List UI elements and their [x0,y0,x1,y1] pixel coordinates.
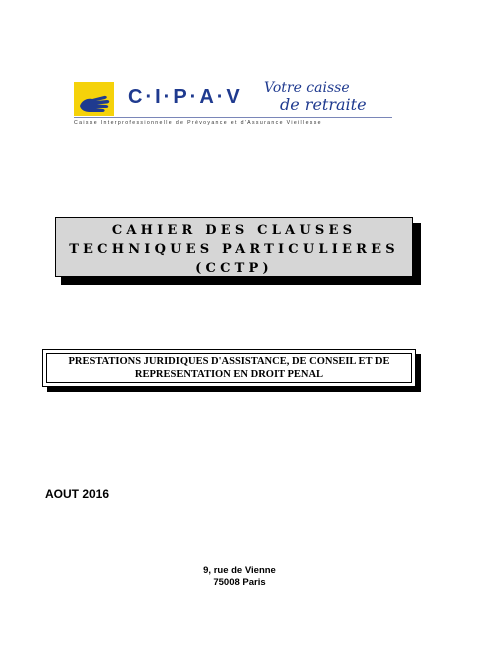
subject-box [42,349,416,387]
document-date: AOUT 2016 [45,487,110,501]
title-line-1: CAHIER DES CLAUSES [111,223,357,238]
address-block [0,565,479,589]
address-city: 75008 Paris [213,577,266,588]
logo-slogan [264,78,374,122]
subject-line-1: PRESTATIONS JURIDIQUES D'ASSISTANCE, DE CONSEIL ET DE [68,356,390,367]
cipav-logo [74,78,394,130]
logo-tagline: Caisse Interprofessionnelle de Prévoyance et d'Assurance Vieillesse [74,120,322,126]
slogan-line-1: Votre caisse [264,80,350,96]
slogan-line-2: de retraite [280,95,367,114]
title-line-3: (CCTP) [195,261,273,276]
subject-line-2: REPRESENTATION EN DROIT PENAL [134,369,324,380]
title-line-2: TECHNIQUES PARTICULIERES [69,242,399,257]
address-street: 9, rue de Vienne [203,565,276,576]
logo-divider [74,117,392,118]
subject-inner-frame [46,353,412,383]
logo-name: C·I·P·A·V [128,86,243,108]
hand-logo-icon [74,82,114,116]
document-title-box [55,217,413,277]
